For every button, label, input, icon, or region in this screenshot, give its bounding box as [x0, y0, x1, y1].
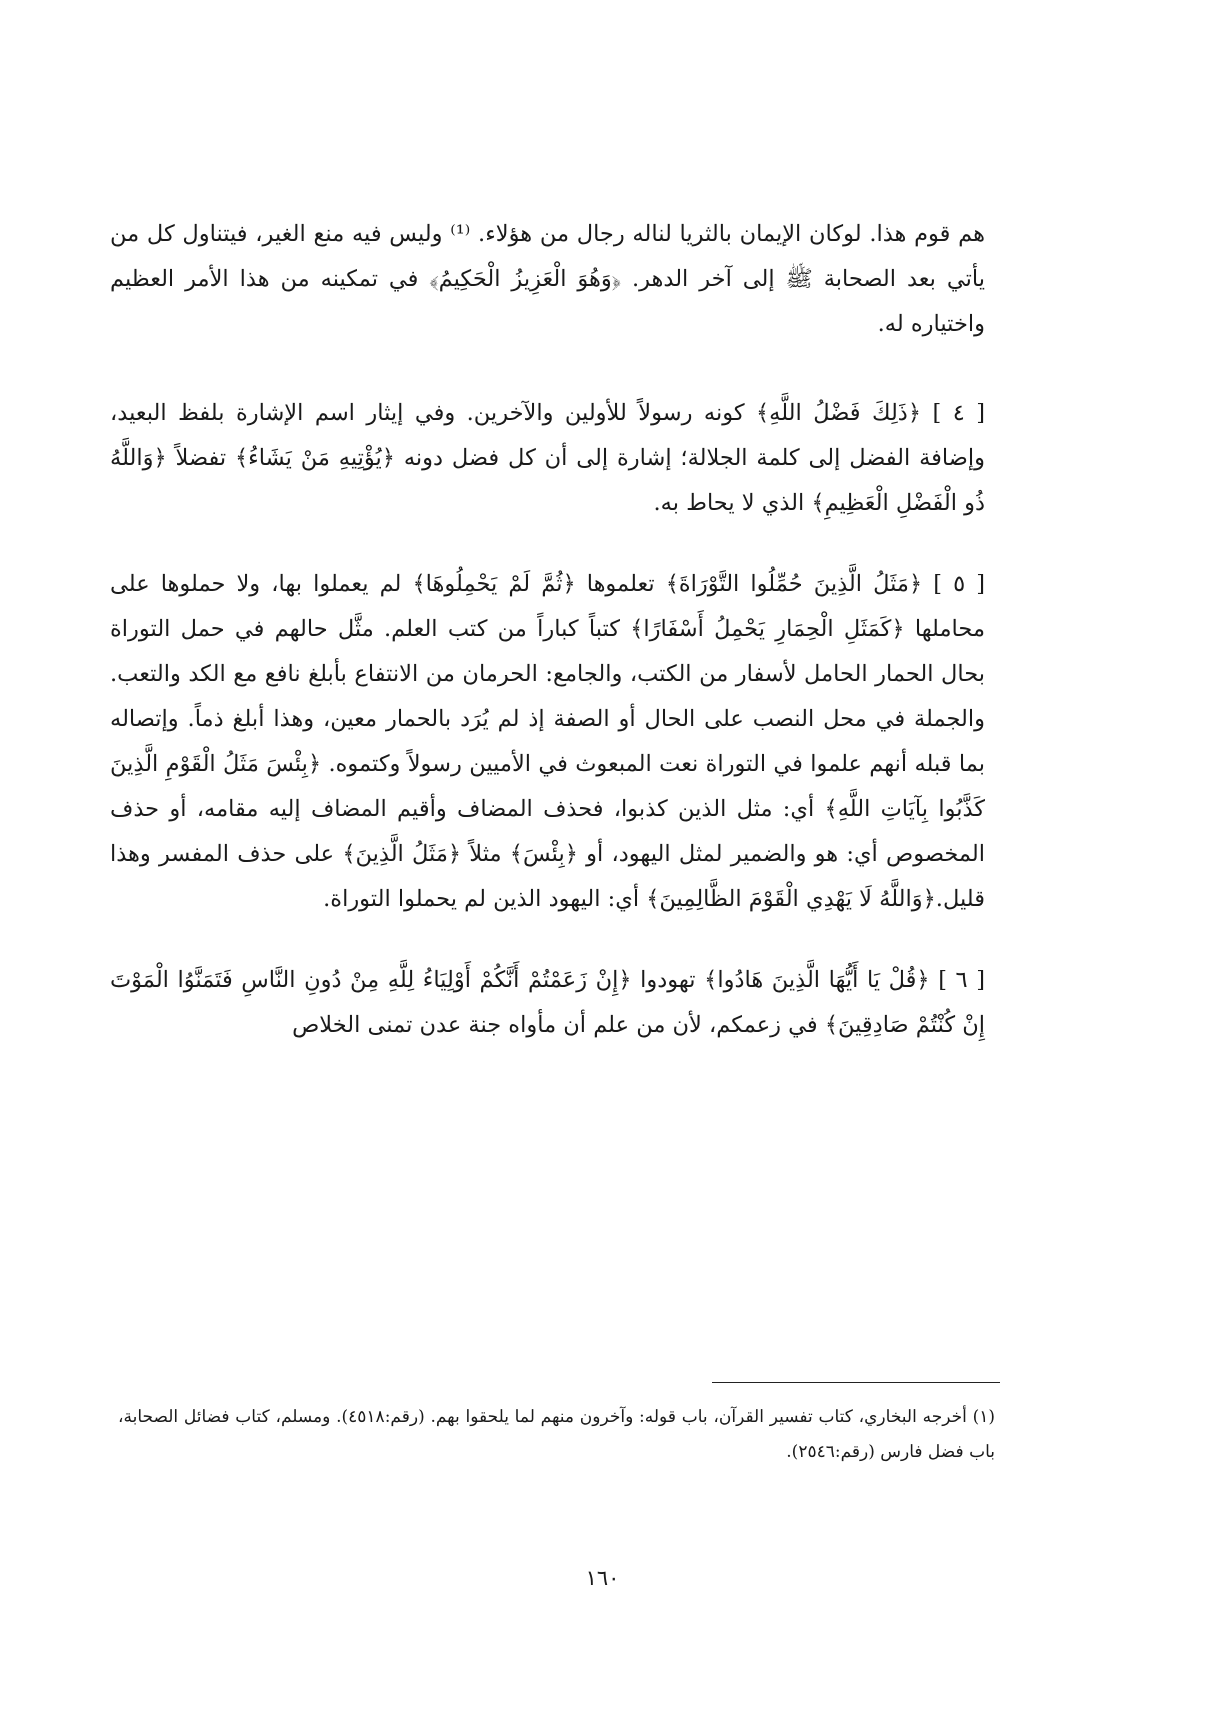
- page-number: ١٦٠: [585, 1566, 620, 1590]
- footnote-divider: [712, 1382, 1000, 1383]
- main-text: [110, 212, 985, 1084]
- paragraph-verse-5: [ ٥ ] ﴿مَثَلُ الَّذِينَ حُمِّلُوا التَّوْرَاةَ﴾ تعلموها ﴿ثُمَّ لَمْ يَحْمِلُوهَا﴾ لم يعملوا بها، ولا حملوها على محاملها ﴿كَمَثَلِ الْحِمَارِ يَحْمِلُ أَسْفَارًا﴾ كتباً كباراً من كتب العلم. مثَّل حالهم في حمل التوراة بحال الحمار الحامل لأسفار من الكتب، والجامع: الحرمان من الانتفاع بأبلغ نافع مع الكد والتعب. والجملة في محل النصب على الحال أو الصفة إذ لم يُرَد بالحمار معين، وهذا أبلغ ذماً. وإتصاله بما قبله أنهم علموا في التوراة نعت المبعوث في الأميين رسولاً وكتموه. ﴿بِئْسَ مَثَلُ الْقَوْمِ الَّذِينَ كَذَّبُوا بِآيَاتِ اللَّهِ﴾ أي: مثل الذين كذبوا، فحذف المضاف وأقيم المضاف إليه مقامه، أو حذف المخصوص أي: هو والضمير لمثل اليهود، أو ﴿بِئْسَ﴾ مثلاً ﴿مَثَلُ الَّذِينَ﴾ على حذف المفسر وهذا قليل.﴿وَاللَّهُ لَا يَهْدِي الْقَوْمَ الظَّالِمِينَ﴾ أي: اليهود الذين لم يحملوا التوراة.: [110, 571, 986, 912]
- paragraph-verse-4: [ ٤ ] ﴿ذَلِكَ فَضْلُ اللَّهِ﴾ كونه رسولاً للأولين والآخرين. وفي إيثار اسم الإشارة بلفظ البعيد، وإضافة الفضل إلى كلمة الجلالة؛ إشارة إلى أن كل فضل دونه ﴿يُؤْتِيهِ مَنْ يَشَاءُ﴾ تفضلاً ﴿وَاللَّهُ ذُو الْفَضْلِ الْعَظِيمِ﴾ الذي لا يحاط به.: [110, 400, 986, 516]
- paragraph-continuation: هم قوم هذا. لوكان الإيمان بالثريا لناله رجال من هؤلاء. ⁽¹⁾ وليس فيه منع الغير، فيتناول كل من يأتي بعد الصحابة ﷺ إلى آخر الدهر. ﴿وَهُوَ الْعَزِيزُ الْحَكِيمُ﴾ في تمكينه من هذا الأمر العظيم واختياره له.: [110, 221, 985, 337]
- footnote: (١) أخرجه البخاري، كتاب تفسير القرآن، باب قوله: وآخرون منهم لما يلحقوا بهم. (رقم:٤٥١٨). ومسلم، كتاب فضائل الصحابة، باب فضل فارس (رقم:٢٥٤٦).: [118, 1407, 995, 1462]
- paragraph-verse-6: [ ٦ ] ﴿قُلْ يَا أَيُّهَا الَّذِينَ هَادُوا﴾ تهودوا ﴿إِنْ زَعَمْتُمْ أَنَّكُمْ أَوْلِيَاءُ لِلَّهِ مِنْ دُونِ النَّاسِ فَتَمَنَّوُا الْمَوْتَ إِنْ كُنْتُمْ صَادِقِينَ﴾ في زعمكم، لأن من علم أن مأواه جنة عدن تمنى الخلاص: [110, 967, 985, 1038]
